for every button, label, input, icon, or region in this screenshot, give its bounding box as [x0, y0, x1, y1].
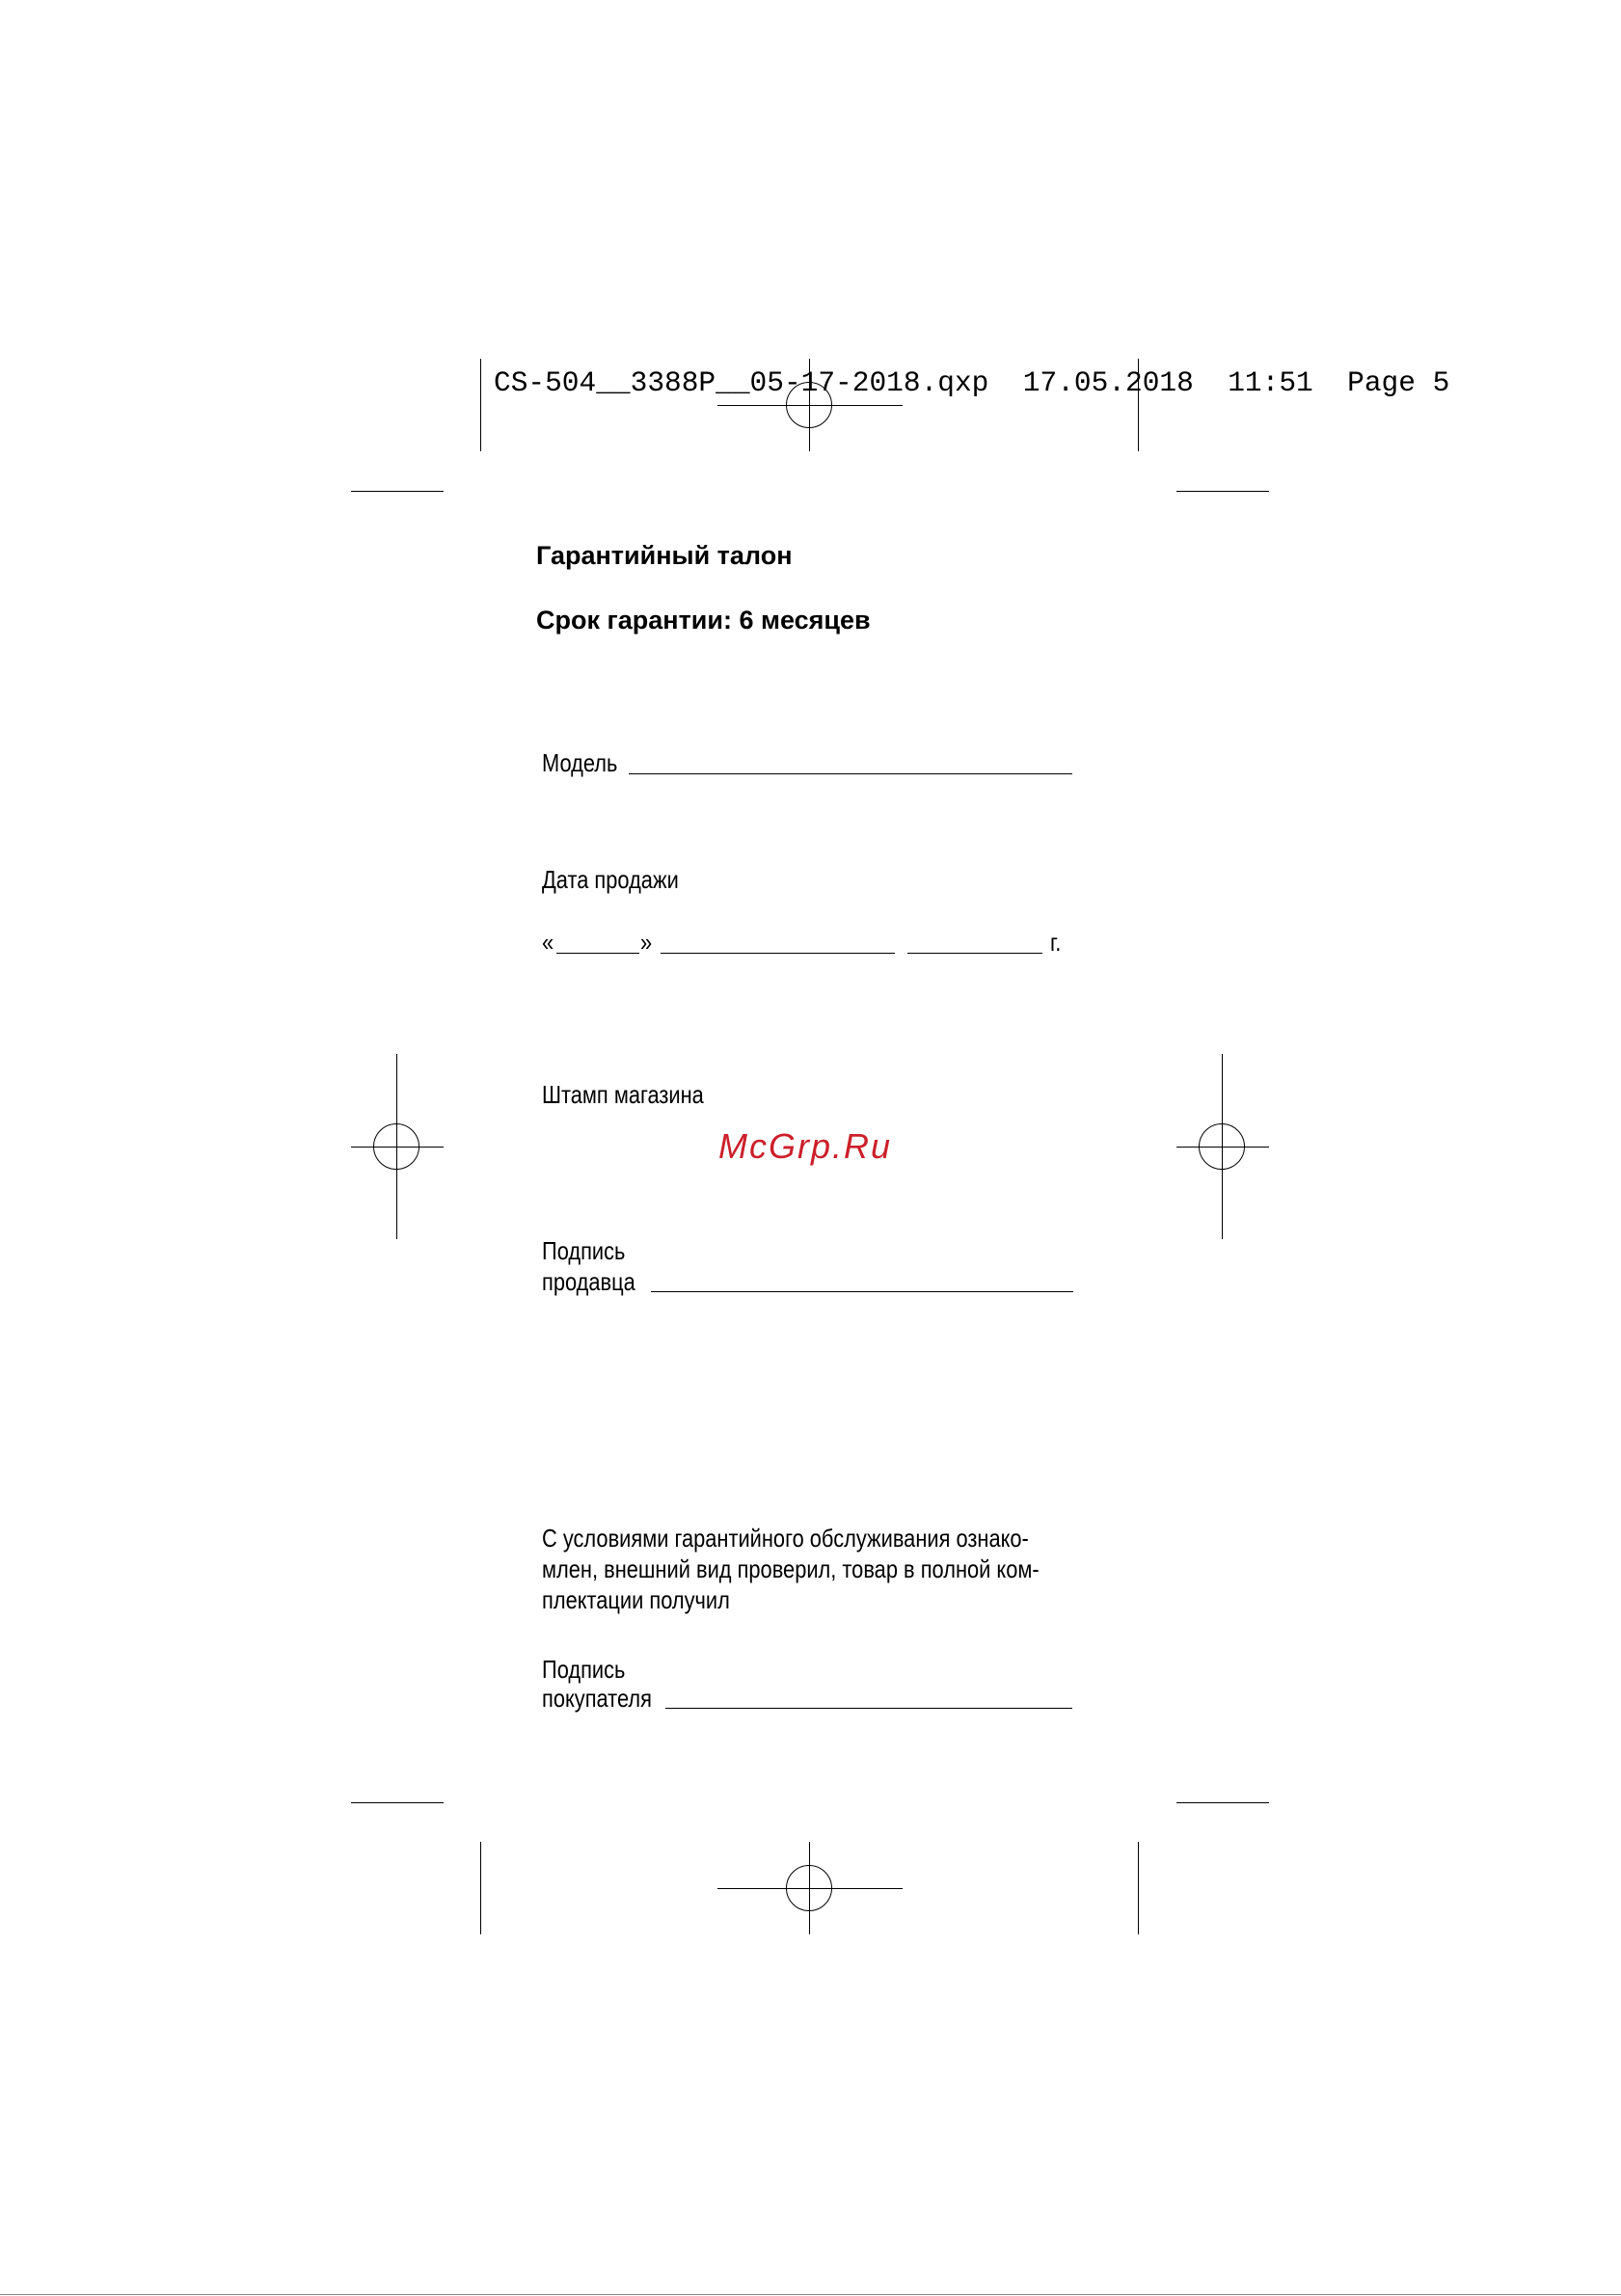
- buyer-signature-label-line1: Подпись: [542, 1655, 626, 1684]
- crop-mark-top-left-vertical: [480, 359, 481, 451]
- terms-text-line3: плектации получил: [542, 1585, 730, 1614]
- sale-date-label: Дата продажи: [542, 865, 679, 894]
- crop-mark-top-right-horizontal: [1176, 491, 1269, 492]
- year-suffix: г.: [1050, 928, 1062, 957]
- date-open-quote: «: [542, 928, 554, 957]
- month-field-line: [661, 953, 895, 954]
- registration-mark-left-circle: [373, 1123, 419, 1170]
- model-field-line: [629, 773, 1072, 774]
- crop-mark-top-left-horizontal: [351, 491, 444, 492]
- registration-mark-right-circle: [1199, 1123, 1245, 1170]
- buyer-signature-label-line2: покупателя: [542, 1684, 652, 1713]
- year-field-line: [907, 953, 1042, 954]
- warranty-period: Срок гарантии: 6 месяцев: [536, 606, 871, 635]
- terms-text-line2: млен, внешний вид проверил, товар в полной ком-: [542, 1554, 1040, 1583]
- page-bottom-edge: [0, 2294, 1621, 2295]
- crop-mark-bottom-left-horizontal: [351, 1802, 444, 1803]
- seller-signature-label-line2: продавца: [542, 1267, 635, 1296]
- file-info-header: CS-504__3388P__05-17-2018.qxp 17.05.2018 11:51 Page 5: [494, 366, 1450, 399]
- day-field-line: [556, 953, 639, 954]
- crop-mark-bottom-left-vertical: [480, 1842, 481, 1934]
- registration-mark-bottom-circle: [786, 1865, 832, 1911]
- seller-signature-field-line: [651, 1291, 1073, 1292]
- crop-mark-bottom-right-horizontal: [1176, 1802, 1269, 1803]
- model-label: Модель: [542, 748, 618, 777]
- store-stamp-label: Штамп магазина: [542, 1080, 704, 1109]
- watermark-logo: McGrp.Ru: [718, 1126, 893, 1166]
- date-close-quote: »: [640, 928, 653, 957]
- registration-mark-top-circle: [786, 382, 832, 428]
- seller-signature-label-line1: Подпись: [542, 1236, 626, 1265]
- buyer-signature-field-line: [665, 1708, 1072, 1709]
- crop-mark-top-right-vertical: [1138, 359, 1139, 451]
- terms-text-line1: С условиями гарантийного обслуживания ознако-: [542, 1524, 1029, 1553]
- crop-mark-bottom-right-vertical: [1138, 1842, 1139, 1934]
- warranty-card-title: Гарантийный талон: [536, 541, 793, 570]
